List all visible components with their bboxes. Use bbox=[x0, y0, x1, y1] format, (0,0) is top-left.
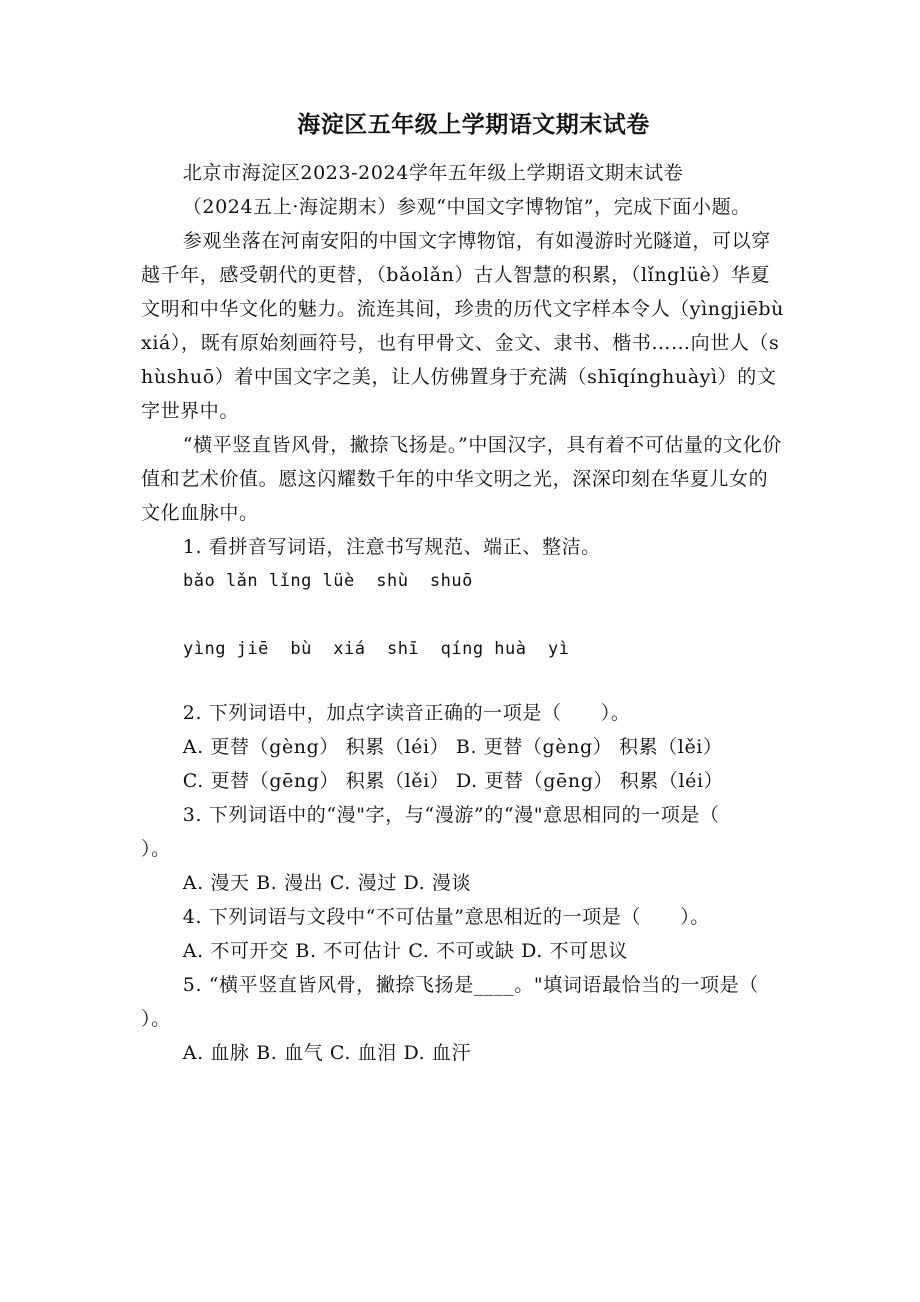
question-1-stem: 1. 看拼音写词语，注意书写规范、端正、整洁。 bbox=[182, 536, 601, 558]
question-2-options-cd: C. 更替（gēng） 积累（lěi） D. 更替（gēng） 积累（léi） bbox=[182, 770, 724, 792]
question-1-pinyin-line-2: yìng jiē bù xiá shī qíng huà yì bbox=[183, 639, 570, 659]
exam-page bbox=[141, 108, 799, 1070]
passage-paragraph: “横平竖直皆风骨，撇捺飞扬是。”中国汉字，具有着不可估量的文化价值和艺术价值。愿这闪耀数千年的中华文明之光，深深印刻在华夏儿女的文化血脉中。 bbox=[141, 434, 782, 524]
question-5-stem: 5. “横平竖直皆风骨，撇捺飞扬是____。"填词语最恰当的一项是（ ）。 bbox=[141, 974, 799, 1030]
document-subtitle: 北京市海淀区2023-2024学年五年级上学期语文期末试卷 bbox=[182, 162, 684, 184]
intro-paragraph: （2024五上·海淀期末）参观“中国文字博物馆”，完成下面小题。 bbox=[182, 196, 751, 218]
question-2-options-ab: A. 更替（gèng） 积累（léi） B. 更替（gèng） 积累（lěi） bbox=[182, 736, 723, 758]
question-2-stem: 2. 下列词语中，加点字读音正确的一项是（ ）。 bbox=[182, 702, 631, 724]
answer-blank-space bbox=[141, 666, 786, 696]
question-1-pinyin-line-1: bǎo lǎn lǐng lüè shù shuō bbox=[183, 571, 473, 591]
question-4-options: A. 不可开交 B. 不可估计 C. 不可或缺 D. 不可思议 bbox=[182, 940, 628, 962]
document-title: 海淀区五年级上学期语文期末试卷 bbox=[297, 112, 650, 138]
question-4-stem: 4. 下列词语与文段中“不可估量”意思相近的一项是（ ）。 bbox=[182, 906, 710, 928]
question-5-options: A. 血脉 B. 血气 C. 血泪 D. 血汗 bbox=[182, 1042, 472, 1064]
passage-paragraph: 参观坐落在河南安阳的中国文字博物馆，有如漫游时光隧道，可以穿越千年，感受朝代的更替，（bǎolǎn）古人智慧的积累，（lǐnglüè）华夏文明和中华文化的魅力。流连其间，珍贵的历代文字样本令人（yìngjiēbùxiá），既有原始刻画符号，也有甲骨文、金文、隶书、楷书……向世人（shùshuō）着中国文字之美，让人仿佛置身于充满（shīqínghuàyì）的文字世界中。 bbox=[141, 230, 785, 422]
question-3-stem: 3. 下列词语中的“漫"字，与“漫游”的“漫"意思相同的一项是（ ）。 bbox=[141, 804, 759, 860]
question-3-options: A. 漫天 B. 漫出 C. 漫过 D. 漫谈 bbox=[182, 872, 472, 894]
answer-blank-space bbox=[141, 598, 786, 632]
